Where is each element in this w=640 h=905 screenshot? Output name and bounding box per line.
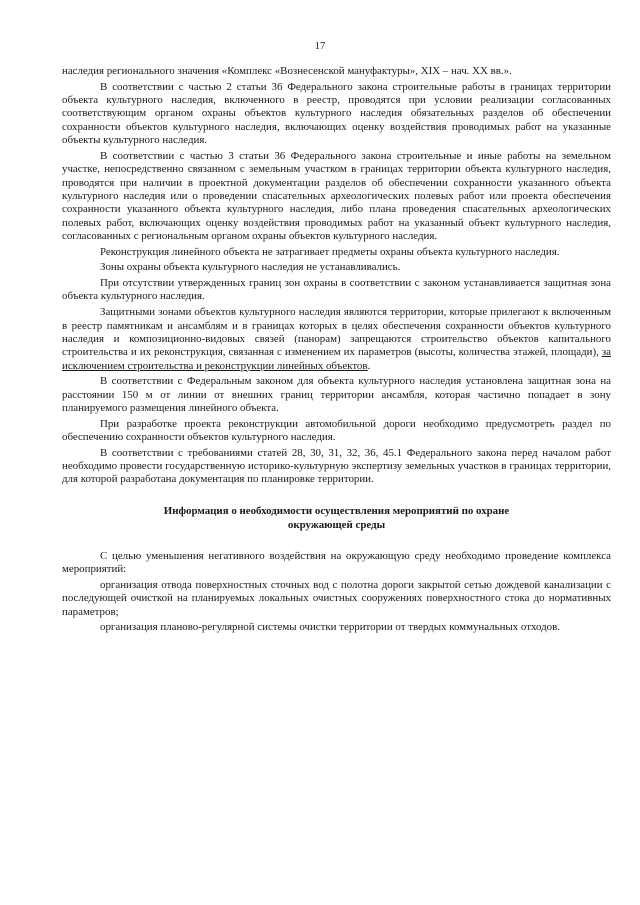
paragraph-measures-intro: С целью уменьшения негативного воздействия на окружающую среду необходимо проведение комплекса мероприятий: (62, 549, 611, 576)
paragraph-waste-cleaning: организация планово-регулярной системы очистки территории от твердых коммунальных отходов. (100, 621, 560, 634)
paragraph-protective-zones-definition (62, 306, 611, 373)
protective-zones-exception: за исключением строительства и реконструкции линейных объектов (62, 346, 611, 372)
paragraph-protective-zone-established: При отсутствии утвержденных границ зон охраны в соответствии с законом устанавливается защитная зона объекта культурного наследия. (62, 277, 611, 303)
paragraph-protective-zone-150m: В соответствии с Федеральным законом для объекта культурного наследия установлена защитная зона на расстоянии 150 м от линии от внешних границ территории ансамбля, которая частично попадает в зону планируемого размещения линейного объекта. (62, 375, 611, 414)
paragraph-reconstruction: Реконструкция линейного объекта не затрагивает предметы охраны объекта культурного наследия. (100, 245, 560, 258)
section-heading-line1: Информация о необходимости осуществления мероприятий по охране (163, 504, 510, 517)
section-heading (62, 504, 611, 532)
paragraph-protection-zones: Зоны охраны объекта культурного наследия не устанавливались. (100, 261, 401, 274)
section-heading-line2: окружающей среды (287, 518, 386, 531)
paragraph-preservation-section: При разработке проекта реконструкции автомобильной дороги необходимо предусмотреть раздел по обеспечению сохранности объектов культурного наследия. (62, 417, 611, 444)
paragraph-article36-part3: В соответствии с частью 3 статьи 36 Федерального закона строительные и иные работы на земельном участке, непосредственно связанном с земельным участком в границах территории объекта культурного наследия, проводятся при наличии в проектной документации разделов об обеспечении сохранности указанного объекта культурного наследия или о проведении спасательных археологических полевых работ или проекта обеспечения сохранности указанного объекта культурного наследия, либо плана проведения спасательных археологических полевых работ, включающих оценку воздействия проводимых работ на указанный объект культурного наследия, согласованных с региональным органом охраны объектов культурного наследия. (62, 149, 611, 242)
paragraph-drainage: организация отвода поверхностных сточных вод с полотна дороги закрытой сетью дождевой канализации с последующей очисткой на планируемых локальных очистных сооружениях поверхностного стока до нормативных параметров; (62, 578, 611, 618)
page-number: 17 (314, 41, 326, 52)
paragraph-continuation: наследия регионального значения «Комплекс «Вознесенской мануфактуры», XIX – нач. XX вв.». (62, 65, 512, 77)
paragraph-expertise: В соответствии с требованиями статей 28, 30, 31, 32, 36, 45.1 Федерального закона перед началом работ необходимо провести государственную историко-культурную экспертизу земельных участков в границах территории, для которой разработана документация по планировке территории. (62, 446, 611, 486)
paragraph-article36-part2: В соответствии с частью 2 статьи 36 Федерального закона строительные работы в границах территории объекта культурного наследия, включенного в реестр, проводятся при условии реализации согласованных соответствующим органом охраны объектов культурного наследия обязательных разделов об обеспечении сохранности объектов культурного наследия, включающих оценку воздействия проводимых работ на указанные объекты культурного наследия. (62, 80, 611, 147)
protective-zones-text: Защитными зонами объектов культурного наследия являются территории, которые прилегают к включенным в реестр памятникам и ансамблям и в границах которых в целях обеспечения сохранности объектов культурного наследия и композиционно-видовых связей (панорам) запрещаются строительство объектов капитального строительства и их реконструкция, связанная с изменением их параметров (высоты, количества этажей, площади), (62, 306, 611, 359)
document-body (62, 65, 611, 637)
protective-zones-end: . (367, 359, 371, 372)
